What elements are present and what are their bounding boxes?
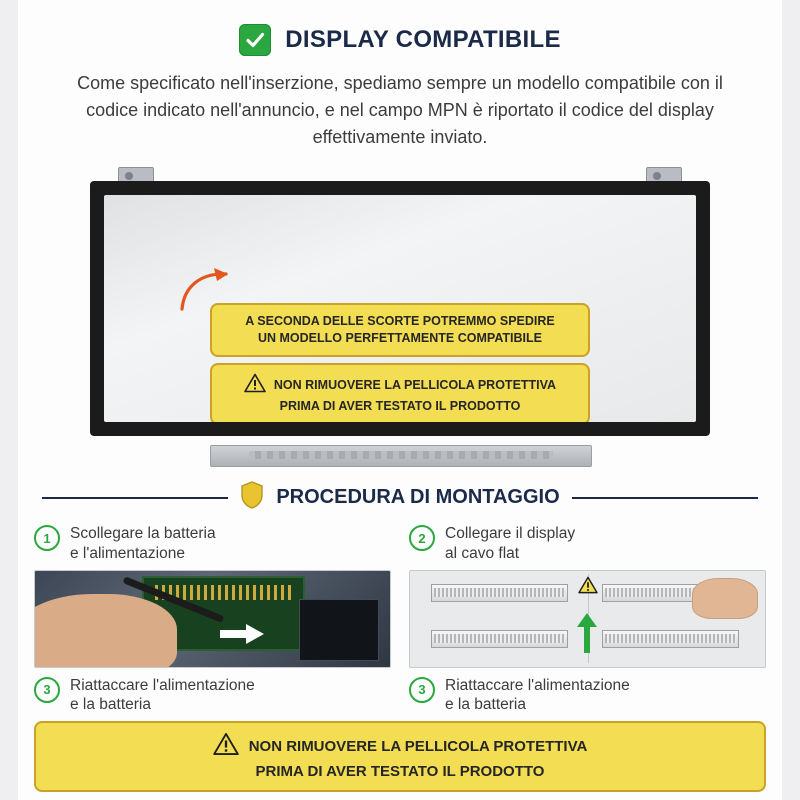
warning-triangle-icon xyxy=(244,373,266,398)
step-text xyxy=(70,524,216,564)
warning-triangle-icon xyxy=(213,732,239,762)
procedure-steps-bottom xyxy=(34,676,766,716)
step-text-line1: Scollegare la batteria xyxy=(70,525,216,542)
header xyxy=(18,0,782,56)
page-title: DISPLAY COMPATIBILE xyxy=(285,26,561,53)
compatibility-notice-label xyxy=(210,303,590,357)
step-number: 1 xyxy=(34,525,60,551)
step-text xyxy=(445,676,630,716)
step-1 xyxy=(34,524,391,668)
step-text xyxy=(70,676,255,716)
film-warning-label xyxy=(210,363,590,422)
panel-screen xyxy=(104,195,696,422)
step-number: 3 xyxy=(34,677,60,703)
step-3-left xyxy=(34,676,391,716)
step-3-right xyxy=(409,676,766,716)
connector-pins xyxy=(434,588,565,597)
step-text-line2: al cavo flat xyxy=(445,544,520,562)
finger xyxy=(692,578,758,618)
connector-pins xyxy=(605,634,736,643)
hand xyxy=(34,594,177,668)
left-margin-bar xyxy=(0,0,18,800)
step-text-line2: e la batteria xyxy=(70,696,151,714)
procedure-title: PROCEDURA DI MONTAGGIO xyxy=(276,486,560,508)
right-margin-bar xyxy=(782,0,800,800)
step-text-line1: Riattaccare l'alimentazione xyxy=(445,676,630,694)
step-text-line1: Collegare il display xyxy=(445,525,576,542)
divider-left xyxy=(42,497,228,499)
footer-warning-banner xyxy=(34,721,766,792)
white-arrow-icon xyxy=(220,624,264,649)
step-text-line2: e l'alimentazione xyxy=(70,544,185,562)
film-warning-line2: PRIMA DI AVER TESTATO IL PRODOTTO xyxy=(279,398,521,413)
film-warning-line1: NON RIMUOVERE LA PELLICOLA PROTETTIVA xyxy=(273,378,557,392)
connector-pins xyxy=(434,634,565,643)
step-number: 3 xyxy=(409,677,435,703)
panel-frame xyxy=(90,181,710,436)
warning-triangle-icon xyxy=(578,576,598,599)
step-2 xyxy=(409,524,766,668)
shield-icon xyxy=(240,481,264,514)
step-number: 2 xyxy=(409,525,435,551)
procedure-steps-top xyxy=(34,524,766,668)
connector-strip xyxy=(602,630,739,648)
compatibility-notice-line1: A SECONDA DELLE SCORTE POTREMMO SPEDIRE xyxy=(245,314,555,328)
connector-strip xyxy=(431,630,568,648)
green-arrow-icon xyxy=(577,613,597,658)
battery xyxy=(299,599,379,661)
connector-strip xyxy=(431,584,568,602)
flat-cable-connector-photo xyxy=(409,570,766,668)
laptop-internals-photo xyxy=(34,570,391,668)
divider-right xyxy=(572,497,758,499)
footer-warning-line1: NON RIMUOVERE LA PELLICOLA PROTETTIVA xyxy=(248,738,588,755)
check-icon xyxy=(239,24,271,56)
compatibility-notice-line2: UN MODELLO PERFETTAMENTE COMPATIBILE xyxy=(257,330,542,345)
content-area xyxy=(18,0,782,800)
step-text xyxy=(445,524,575,564)
display-panel-illustration xyxy=(90,167,710,467)
step-text-line2: e la batteria xyxy=(445,696,526,714)
footer-warning-line2: PRIMA DI AVER TESTATO IL PRODOTTO xyxy=(255,762,545,780)
step-text-line1: Riattaccare l'alimentazione xyxy=(70,676,255,694)
procedure-header xyxy=(42,481,758,514)
intro-paragraph: Come specificato nell'inserzione, spediamo sempre un modello compatibile con il codice indicato nell'annuncio, e nel campo MPN è riportato il codice del display effettivamente inviato. xyxy=(77,73,723,147)
panel-connector-strip xyxy=(210,445,592,467)
